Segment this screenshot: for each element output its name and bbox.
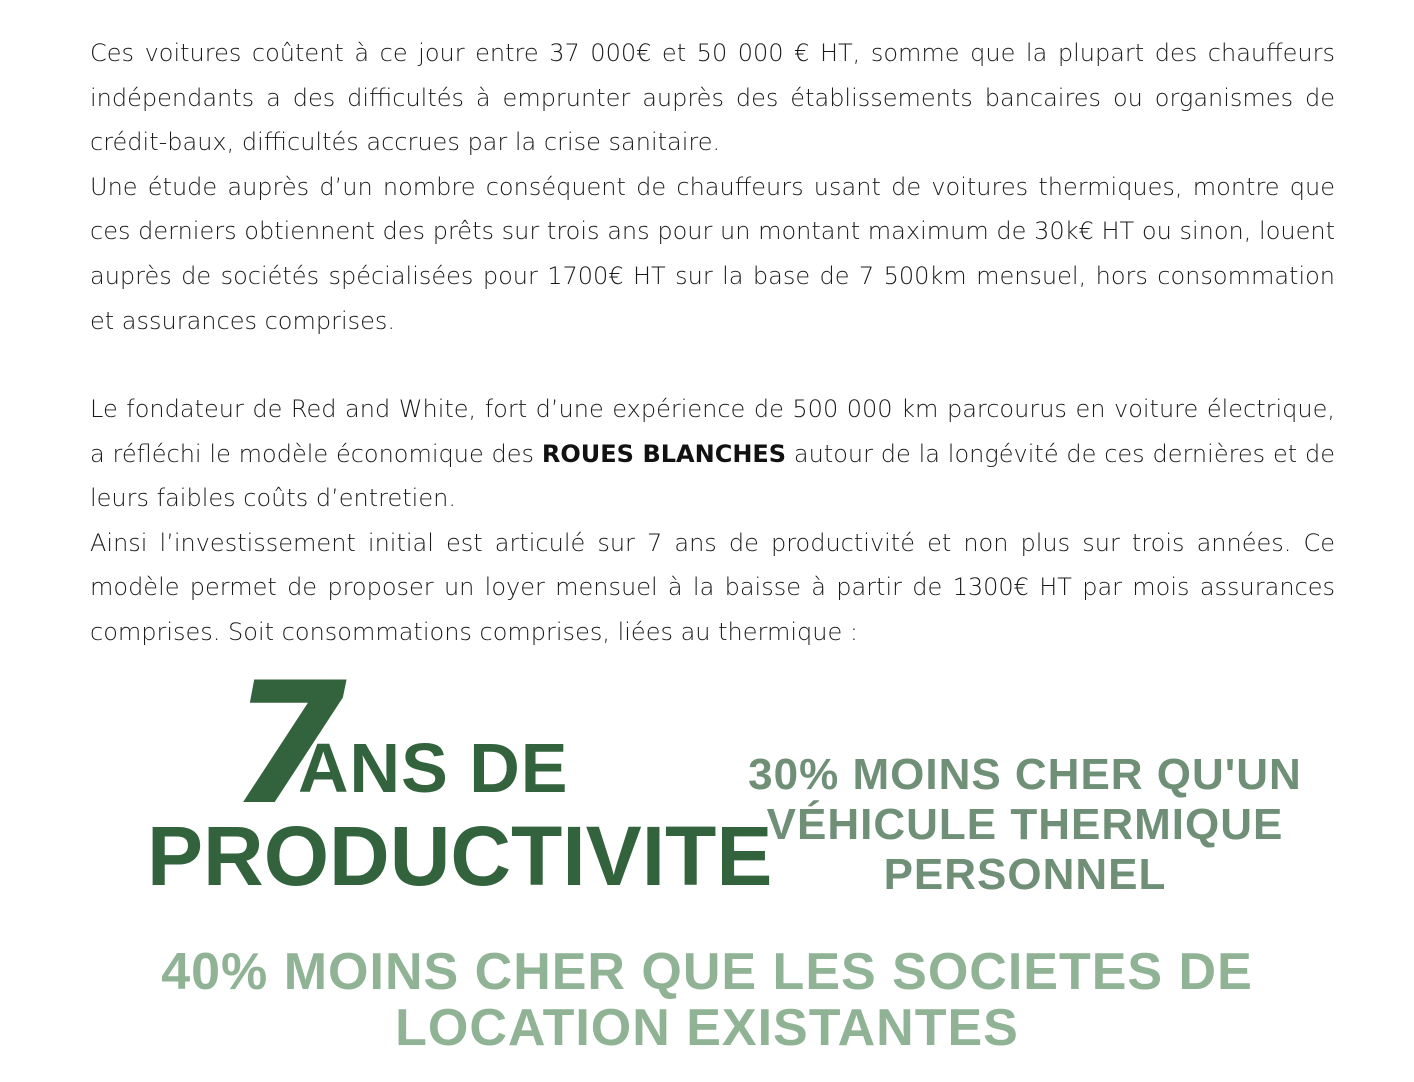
productivity-label: PRODUCTIVITE <box>147 809 773 903</box>
paragraph-cost: Ces voitures coûtent à ce jour entre 37 000€ et 50 000 € HT, somme que la plupart des chauffeurs indépendants a des difficultés à emprunter auprès des établissements bancaires ou organismes de crédit-baux, difficultés accrues par la crise sanitaire. <box>90 39 1335 157</box>
model-text-block <box>90 387 1335 655</box>
brand-name: ROUES BLANCHES <box>541 439 787 468</box>
seven-years-number: 7 <box>230 646 348 842</box>
founder-text-end: autour de la longévité de ces dernières et de leurs faibles coûts d’entretien. <box>90 439 1335 513</box>
paragraph-investment: Ainsi l’investissement initial est articulé sur 7 ans de productivité et non plus sur trois années. Ce modèle permet de proposer un loyer mensuel à la baisse à partir de 1300€ HT par mois assurances comprises. Soit consommations comprises, liées au thermique : <box>90 528 1335 646</box>
years-of-label: ANS DE <box>298 729 569 807</box>
paragraph-study: Une étude auprès d’un nombre conséquent de chauffeurs usant de voitures thermiques, montre que ces derniers obtiennent des prêts sur trois ans pour un montant maximum de 30k€ HT ou sinon, louent auprès de sociétés spécialisées pour 1700€ HT sur la base de 7 500km mensuel, hors consommation et assurances comprises. <box>90 172 1335 335</box>
paragraph-founder <box>90 387 1335 521</box>
founder-text-start: Le fondateur de Red and White, fort d’une expérience de 500 000 km parcourus en voiture électrique, a réfléchi le modèle économique des <box>90 395 1335 468</box>
stat-30-percent: 30% MOINS CHER QU'UN VÉHICULE THERMIQUE PERSONNEL <box>748 750 1302 899</box>
intro-text-block <box>90 31 1335 343</box>
stat-40-percent: 40% MOINS CHER QUE LES SOCIETES DE LOCATION EXISTANTES <box>161 943 1253 1057</box>
